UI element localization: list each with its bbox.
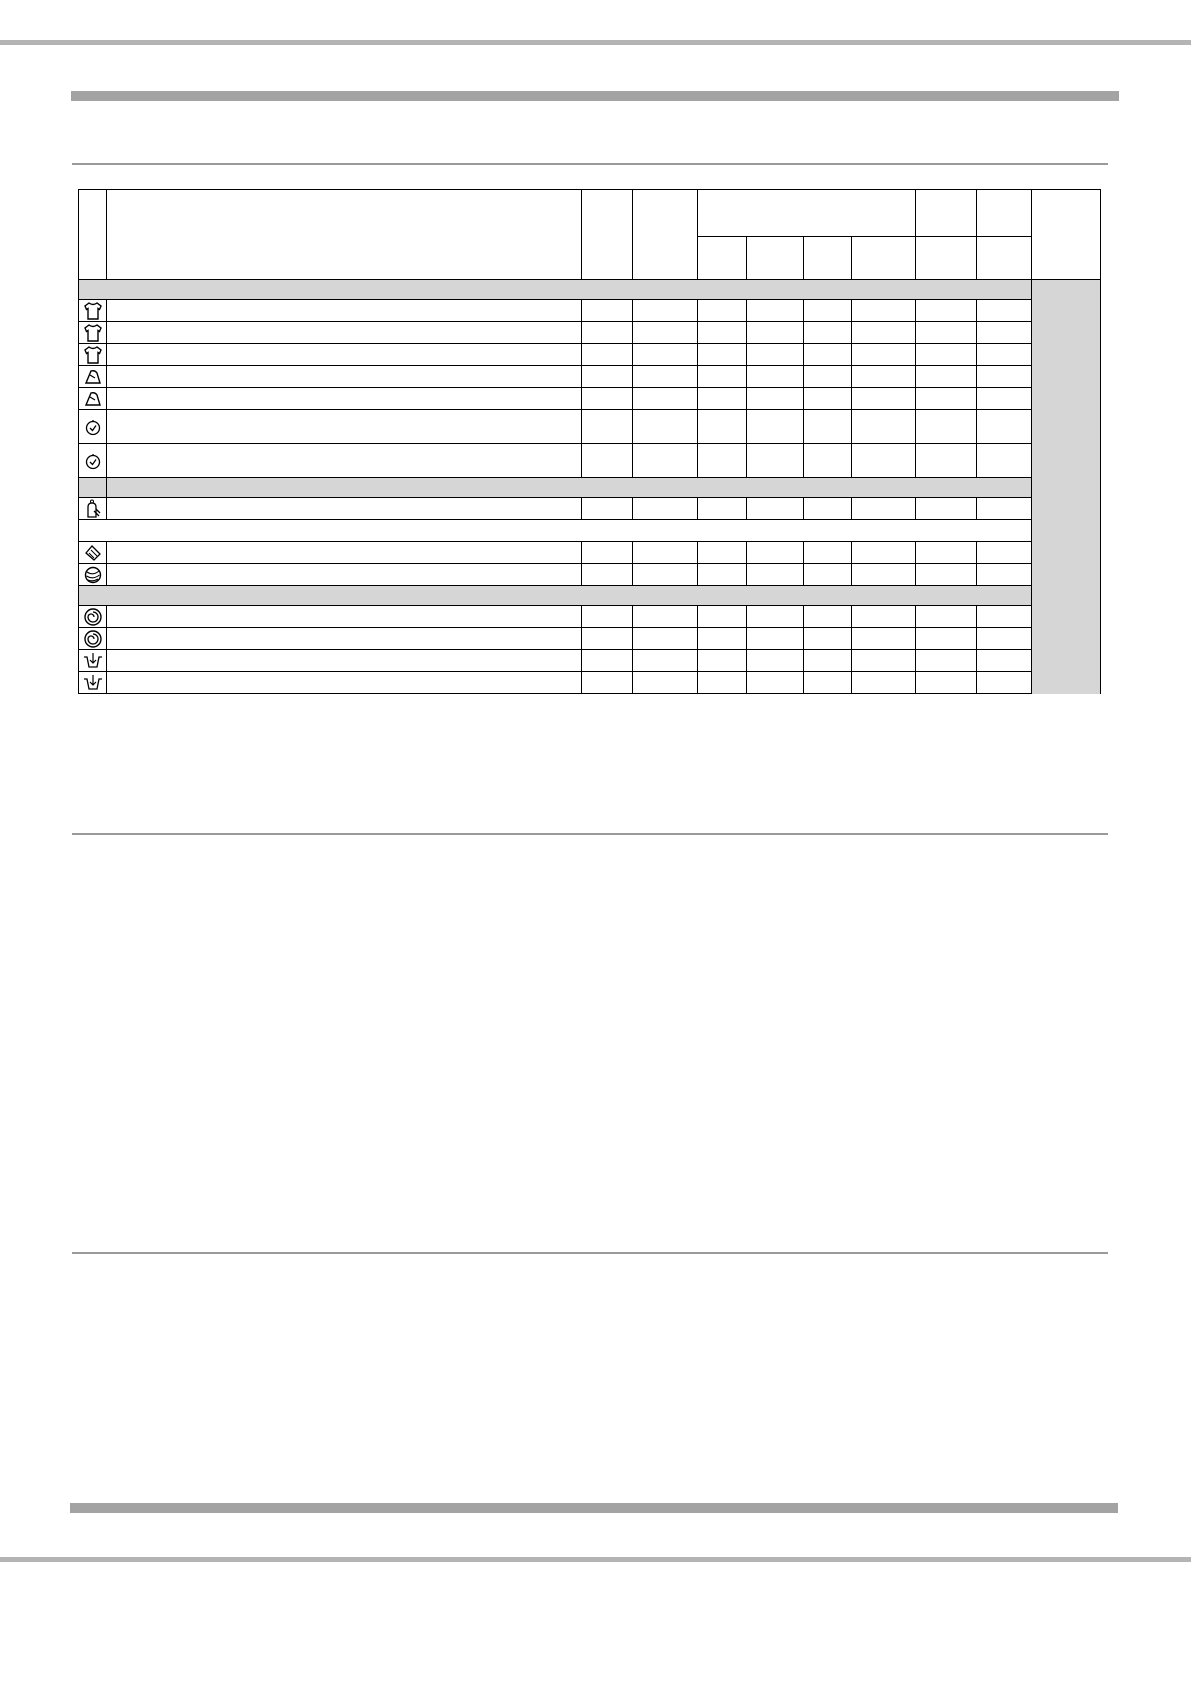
spin-icon <box>79 607 106 627</box>
icon-cell <box>79 672 107 694</box>
table-row <box>79 672 1101 694</box>
value-cell <box>852 672 916 694</box>
value-cell <box>804 564 852 586</box>
value-cell <box>977 344 1032 366</box>
value-cell <box>582 628 633 650</box>
value-cell <box>852 322 916 344</box>
icon-cell <box>79 606 107 628</box>
value-cell <box>698 650 747 672</box>
value-cell <box>977 410 1032 444</box>
header-col-9 <box>916 190 977 237</box>
program-name-cell <box>107 542 582 564</box>
value-cell <box>747 444 804 478</box>
value-cell <box>582 606 633 628</box>
header-sub-4 <box>852 237 916 280</box>
value-cell <box>852 444 916 478</box>
header-sub-3 <box>804 237 852 280</box>
value-cell <box>582 388 633 410</box>
table-body <box>79 280 1101 694</box>
section-divider-2 <box>72 833 1108 835</box>
value-cell <box>804 542 852 564</box>
value-cell <box>582 498 633 520</box>
value-cell <box>916 388 977 410</box>
section-title-cell <box>79 520 1032 542</box>
header-sub-6 <box>977 237 1032 280</box>
icon-cell <box>79 322 107 344</box>
value-cell <box>804 410 852 444</box>
value-cell <box>582 564 633 586</box>
table-cut-off <box>70 703 1110 733</box>
value-cell <box>582 366 633 388</box>
program-name-cell <box>107 564 582 586</box>
value-cell <box>633 542 698 564</box>
value-cell <box>747 498 804 520</box>
value-cell <box>747 542 804 564</box>
value-cell <box>633 498 698 520</box>
icon-cell <box>79 410 107 444</box>
value-cell <box>698 322 747 344</box>
section-header-row <box>79 478 1101 498</box>
program-name-cell <box>107 322 582 344</box>
shirt-icon <box>79 346 106 364</box>
value-cell <box>852 650 916 672</box>
yarn-ball-icon <box>79 565 106 585</box>
value-cell <box>747 410 804 444</box>
value-cell <box>977 606 1032 628</box>
program-table <box>78 189 1101 694</box>
value-cell <box>916 650 977 672</box>
value-cell <box>977 366 1032 388</box>
table-row <box>79 300 1101 322</box>
value-cell <box>582 300 633 322</box>
value-cell <box>698 444 747 478</box>
value-cell <box>747 322 804 344</box>
value-cell <box>804 388 852 410</box>
table-row <box>79 410 1101 444</box>
table-row <box>79 628 1101 650</box>
program-name-cell <box>107 628 582 650</box>
value-cell <box>804 672 852 694</box>
value-cell <box>852 564 916 586</box>
program-name-cell <box>107 366 582 388</box>
header-icon-col <box>79 190 107 280</box>
value-cell <box>633 322 698 344</box>
value-cell <box>633 672 698 694</box>
section-header-row <box>79 586 1101 606</box>
header-col-11 <box>1032 190 1101 280</box>
value-cell <box>747 672 804 694</box>
icon-cell <box>79 388 107 410</box>
program-name-cell <box>107 410 582 444</box>
table-row <box>79 322 1101 344</box>
value-cell <box>804 366 852 388</box>
header-program-col <box>107 190 582 280</box>
footer-bar <box>70 1503 1118 1513</box>
value-cell <box>747 564 804 586</box>
header-sub-5 <box>916 237 977 280</box>
value-cell <box>977 542 1032 564</box>
header-group <box>698 190 916 237</box>
table-row <box>79 650 1101 672</box>
value-cell <box>698 388 747 410</box>
header-col-3 <box>582 190 633 280</box>
table-row <box>79 344 1101 366</box>
icon-cell <box>79 542 107 564</box>
value-cell <box>633 410 698 444</box>
section-title-cell <box>79 586 1032 606</box>
spin-icon <box>79 629 106 649</box>
program-name-cell <box>107 444 582 478</box>
icon-cell <box>79 628 107 650</box>
section-divider-1 <box>72 163 1108 165</box>
value-cell <box>582 322 633 344</box>
section-title-cell <box>79 280 1032 300</box>
value-cell <box>633 300 698 322</box>
value-cell <box>633 564 698 586</box>
value-cell <box>633 606 698 628</box>
section-header-row <box>79 280 1101 300</box>
value-cell <box>633 366 698 388</box>
table-row <box>79 606 1101 628</box>
value-cell <box>747 366 804 388</box>
value-cell <box>916 498 977 520</box>
value-cell <box>916 444 977 478</box>
table-row <box>79 388 1101 410</box>
hand-wash-icon <box>79 499 106 519</box>
value-cell <box>698 606 747 628</box>
value-cell <box>747 388 804 410</box>
value-cell <box>582 650 633 672</box>
header-sub-1 <box>698 237 747 280</box>
value-cell <box>916 366 977 388</box>
iron-icon <box>79 368 106 386</box>
value-cell <box>916 542 977 564</box>
value-cell <box>852 542 916 564</box>
drain-icon <box>79 651 106 671</box>
value-cell <box>698 542 747 564</box>
bottom-edge-rule <box>0 1557 1191 1562</box>
icon-cell <box>79 366 107 388</box>
icon-cell <box>79 300 107 322</box>
table-row <box>79 542 1101 564</box>
value-cell <box>633 388 698 410</box>
value-cell <box>582 444 633 478</box>
value-cell <box>582 410 633 444</box>
value-cell <box>804 344 852 366</box>
table-row <box>79 366 1101 388</box>
timer-icon <box>79 452 106 470</box>
value-cell <box>977 650 1032 672</box>
program-name-cell <box>107 672 582 694</box>
top-edge-rule <box>0 40 1191 45</box>
value-cell <box>804 322 852 344</box>
value-cell <box>916 344 977 366</box>
value-cell <box>747 300 804 322</box>
value-cell <box>916 300 977 322</box>
value-cell <box>977 672 1032 694</box>
value-cell <box>916 564 977 586</box>
icon-cell <box>79 444 107 478</box>
program-name-cell <box>107 300 582 322</box>
value-cell <box>916 410 977 444</box>
value-cell <box>698 628 747 650</box>
value-cell <box>633 344 698 366</box>
icon-cell <box>79 564 107 586</box>
icon-cell <box>79 650 107 672</box>
table-row <box>79 498 1101 520</box>
value-cell <box>633 650 698 672</box>
value-cell <box>804 650 852 672</box>
value-cell <box>852 628 916 650</box>
section-title-cell <box>107 478 1032 498</box>
value-cell <box>698 300 747 322</box>
value-cell <box>698 344 747 366</box>
value-cell <box>916 606 977 628</box>
table-row <box>79 444 1101 478</box>
header-sub-2 <box>747 237 804 280</box>
value-cell <box>698 498 747 520</box>
value-cell <box>916 628 977 650</box>
value-cell <box>747 606 804 628</box>
icon-cell <box>79 498 107 520</box>
value-cell <box>977 444 1032 478</box>
program-name-cell <box>107 498 582 520</box>
value-cell <box>747 650 804 672</box>
value-cell <box>852 300 916 322</box>
value-cell <box>852 498 916 520</box>
value-cell <box>916 322 977 344</box>
value-cell <box>977 628 1032 650</box>
program-name-cell <box>107 344 582 366</box>
program-name-cell <box>107 606 582 628</box>
last-column-cell <box>1032 280 1101 694</box>
section-icon-cell <box>79 478 107 498</box>
value-cell <box>698 564 747 586</box>
drain-icon <box>79 673 106 693</box>
value-cell <box>633 628 698 650</box>
value-cell <box>804 300 852 322</box>
value-cell <box>582 344 633 366</box>
value-cell <box>698 366 747 388</box>
value-cell <box>804 628 852 650</box>
value-cell <box>852 366 916 388</box>
shirt-icon <box>79 324 106 342</box>
header-col-10 <box>977 190 1032 237</box>
program-name-cell <box>107 650 582 672</box>
value-cell <box>582 672 633 694</box>
value-cell <box>977 300 1032 322</box>
value-cell <box>977 498 1032 520</box>
value-cell <box>747 344 804 366</box>
table-row <box>79 564 1101 586</box>
iron-icon <box>79 390 106 408</box>
section-divider-3 <box>72 1252 1108 1254</box>
value-cell <box>852 410 916 444</box>
value-cell <box>804 498 852 520</box>
value-cell <box>977 564 1032 586</box>
value-cell <box>747 628 804 650</box>
value-cell <box>852 606 916 628</box>
value-cell <box>977 388 1032 410</box>
value-cell <box>852 388 916 410</box>
section-header-row <box>79 520 1101 542</box>
timer-icon <box>79 418 106 436</box>
value-cell <box>804 606 852 628</box>
header-col-4 <box>633 190 698 280</box>
program-name-cell <box>107 388 582 410</box>
shirt-icon <box>79 302 106 320</box>
value-cell <box>582 542 633 564</box>
value-cell <box>804 444 852 478</box>
wool-icon <box>79 543 106 563</box>
icon-cell <box>79 344 107 366</box>
value-cell <box>852 344 916 366</box>
value-cell <box>698 410 747 444</box>
value-cell <box>698 672 747 694</box>
value-cell <box>633 444 698 478</box>
header-bar <box>71 91 1119 101</box>
table-header-row-1 <box>79 190 1101 237</box>
value-cell <box>977 322 1032 344</box>
value-cell <box>916 672 977 694</box>
